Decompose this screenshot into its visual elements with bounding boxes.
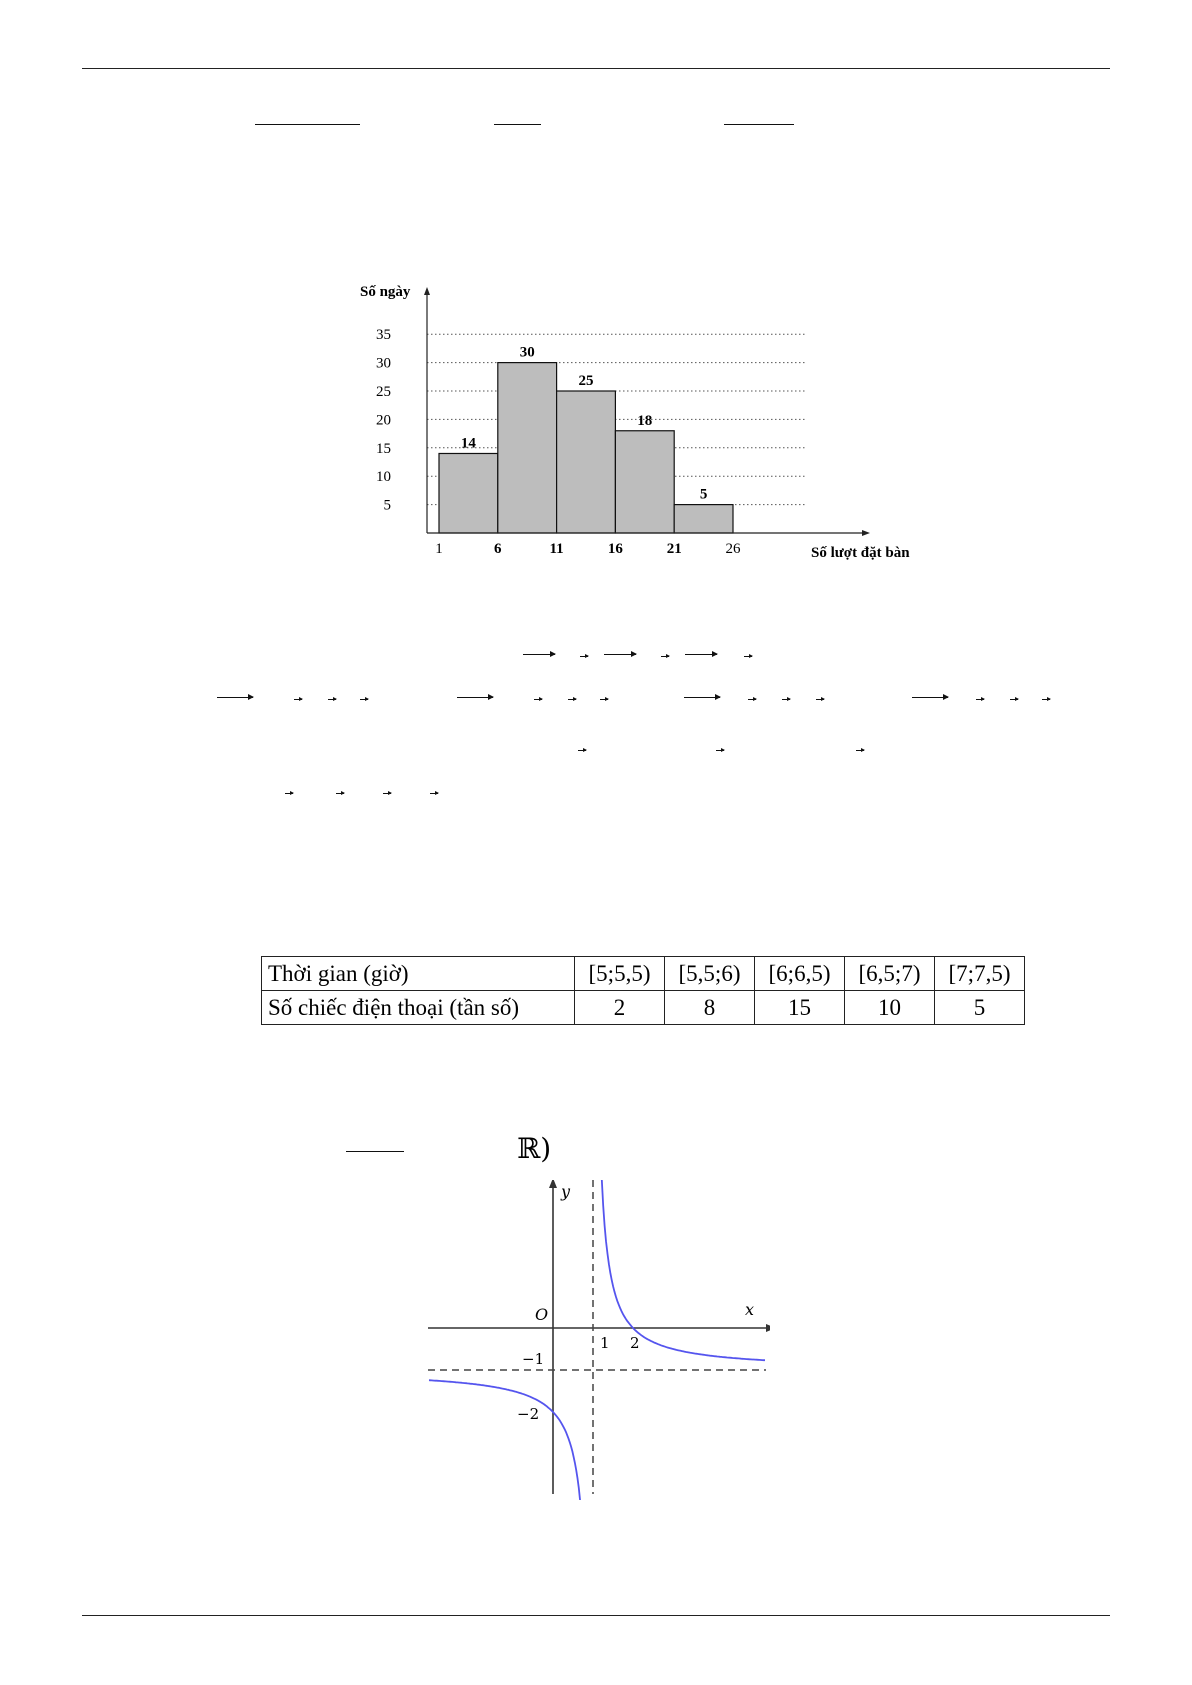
y-tick-label: −2 <box>517 1405 540 1423</box>
footer-rule <box>82 1615 1110 1616</box>
table-row-header <box>262 957 1025 991</box>
fraction-bar <box>255 124 360 125</box>
bar-value-label: 14 <box>460 435 476 452</box>
x-tick-label: 26 <box>725 541 741 557</box>
fraction-bar <box>724 124 794 125</box>
y-tick-label: 10 <box>376 469 391 486</box>
interval-cell: [7;7,5) <box>935 957 1025 991</box>
interval-cell: [5;5,5) <box>575 957 665 991</box>
histogram-chart <box>355 280 935 570</box>
y-tick-label: 25 <box>376 384 391 400</box>
x-tick-label: 6 <box>494 541 502 557</box>
histogram-bar <box>498 363 557 533</box>
x-tick-label: 2 <box>630 1334 640 1352</box>
frequency-cell: 8 <box>665 991 755 1025</box>
x-tick-labels <box>435 541 741 557</box>
real-number-set: ℝ) <box>517 1132 552 1165</box>
function-graph <box>420 1180 770 1500</box>
x-tick-label: 1 <box>435 541 443 557</box>
x-tick-label: 16 <box>607 541 623 557</box>
bar-value-label: 25 <box>578 373 594 389</box>
y-tick-label: 5 <box>383 497 391 514</box>
y-tick-label: 20 <box>376 412 391 429</box>
frequency-cell: 10 <box>845 991 935 1025</box>
table-row-frequency <box>262 991 1025 1025</box>
fraction-bar <box>494 124 541 125</box>
histogram-bar <box>674 505 733 533</box>
frequency-table <box>261 956 1025 1025</box>
histogram-bar <box>615 431 674 533</box>
frequency-cell: 15 <box>755 991 845 1025</box>
frequency-cell: 5 <box>935 991 1025 1025</box>
x-axis-label: Số lượt đặt bàn <box>811 545 910 561</box>
origin-label: O <box>535 1305 549 1324</box>
x-tick-label: 11 <box>549 541 564 557</box>
curve-left-branch <box>429 1380 583 1500</box>
y-axis-label: Số ngày <box>360 284 411 300</box>
x-tick-label: 21 <box>666 541 682 557</box>
y-tick-labels <box>376 327 391 513</box>
x-axis-label: x <box>745 1300 755 1319</box>
y-tick-label: 30 <box>376 355 391 372</box>
interval-cell: [6,5;7) <box>845 957 935 991</box>
interval-cell: [6;6,5) <box>755 957 845 991</box>
y-tick-label: 15 <box>376 440 391 457</box>
curve-right-branch <box>596 1180 765 1360</box>
table-row-label: Số chiếc điện thoại (tần số) <box>262 991 575 1025</box>
fraction-bar <box>346 1151 404 1152</box>
y-tick-label: 35 <box>376 327 391 344</box>
interval-cell: [5,5;6) <box>665 957 755 991</box>
header-rule <box>82 68 1110 69</box>
bar-value-label: 18 <box>637 412 653 429</box>
y-tick-label: −1 <box>522 1350 545 1368</box>
histogram-bar <box>557 391 616 533</box>
bar-value-label: 30 <box>519 344 535 361</box>
bar-value-label: 5 <box>699 486 708 503</box>
histogram-bar <box>439 453 498 533</box>
y-axis-label: y <box>561 1182 571 1201</box>
frequency-cell: 2 <box>575 991 665 1025</box>
x-tick-label: 1 <box>600 1334 610 1352</box>
graph-axes <box>428 1180 770 1494</box>
table-header-label: Thời gian (giờ) <box>262 957 575 991</box>
